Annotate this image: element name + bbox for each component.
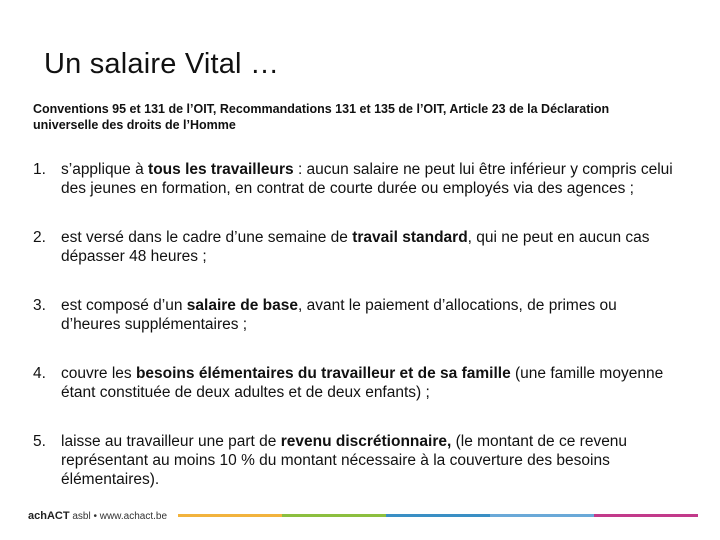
- item-text-end: (le montant de ce revenu représentant au moins 10 % du montant nécessaire à la couverture des besoins élémentaires).: [61, 433, 628, 488]
- item-text-end: , avant le paiement d’allocations, de primes ou d’heures supplémentaires ;: [61, 297, 617, 333]
- item-text-end: (une famille moyenne étant constituée de deux adultes et de deux enfants) ;: [61, 365, 664, 401]
- item-text-end: , qui ne peut en aucun cas dépasser 48 heures ;: [61, 229, 650, 265]
- footer-website: asbl • www.achact.be: [69, 511, 167, 522]
- item-number: 3.: [33, 297, 46, 314]
- criteria-list: [33, 160, 673, 519]
- color-bar-segment: [594, 514, 698, 517]
- item-emphasis: revenu discrétionnaire,: [280, 433, 452, 450]
- list-item: [33, 432, 673, 489]
- list-item: [33, 228, 673, 266]
- item-number: 1.: [33, 161, 46, 178]
- color-bar-segment: [386, 514, 490, 517]
- item-text-end: : aucun salaire ne peut lui être inférieur y compris celui des jeunes en formation, en contrat de courte durée ou employés via des agences ;: [61, 161, 673, 197]
- item-number: 5.: [33, 433, 46, 450]
- color-bar-segment: [282, 514, 386, 517]
- footer-credit: [28, 510, 167, 522]
- item-emphasis: tous les travailleurs: [148, 161, 294, 178]
- item-text-start: est composé d’un: [61, 297, 187, 314]
- item-number: 2.: [33, 229, 46, 246]
- item-emphasis: travail standard: [352, 229, 468, 246]
- item-text-start: s’applique à: [61, 161, 149, 178]
- color-bar-segment: [178, 514, 282, 517]
- brand-logo: achACT: [28, 510, 70, 522]
- item-text-start: est versé dans le cadre d’une semaine de: [61, 229, 353, 246]
- slide-title: Un salaire Vital …: [44, 48, 280, 80]
- list-item: [33, 296, 673, 334]
- list-item: [33, 364, 673, 402]
- item-emphasis: besoins élémentaires du travailleur et de sa famille: [135, 365, 511, 382]
- item-emphasis: salaire de base: [186, 297, 298, 314]
- slide-subtitle: Conventions 95 et 131 de l’OIT, Recommandations 131 et 135 de l’OIT, Article 23 de la Déclaration universelle des droits de l’Homme: [33, 102, 610, 132]
- item-text-start: couvre les: [61, 365, 136, 382]
- color-bar-segment: [490, 514, 594, 517]
- footer-color-bar: [178, 514, 698, 517]
- item-text-start: laisse au travailleur une part de: [61, 433, 281, 450]
- list-item: [33, 160, 673, 198]
- item-number: 4.: [33, 365, 46, 382]
